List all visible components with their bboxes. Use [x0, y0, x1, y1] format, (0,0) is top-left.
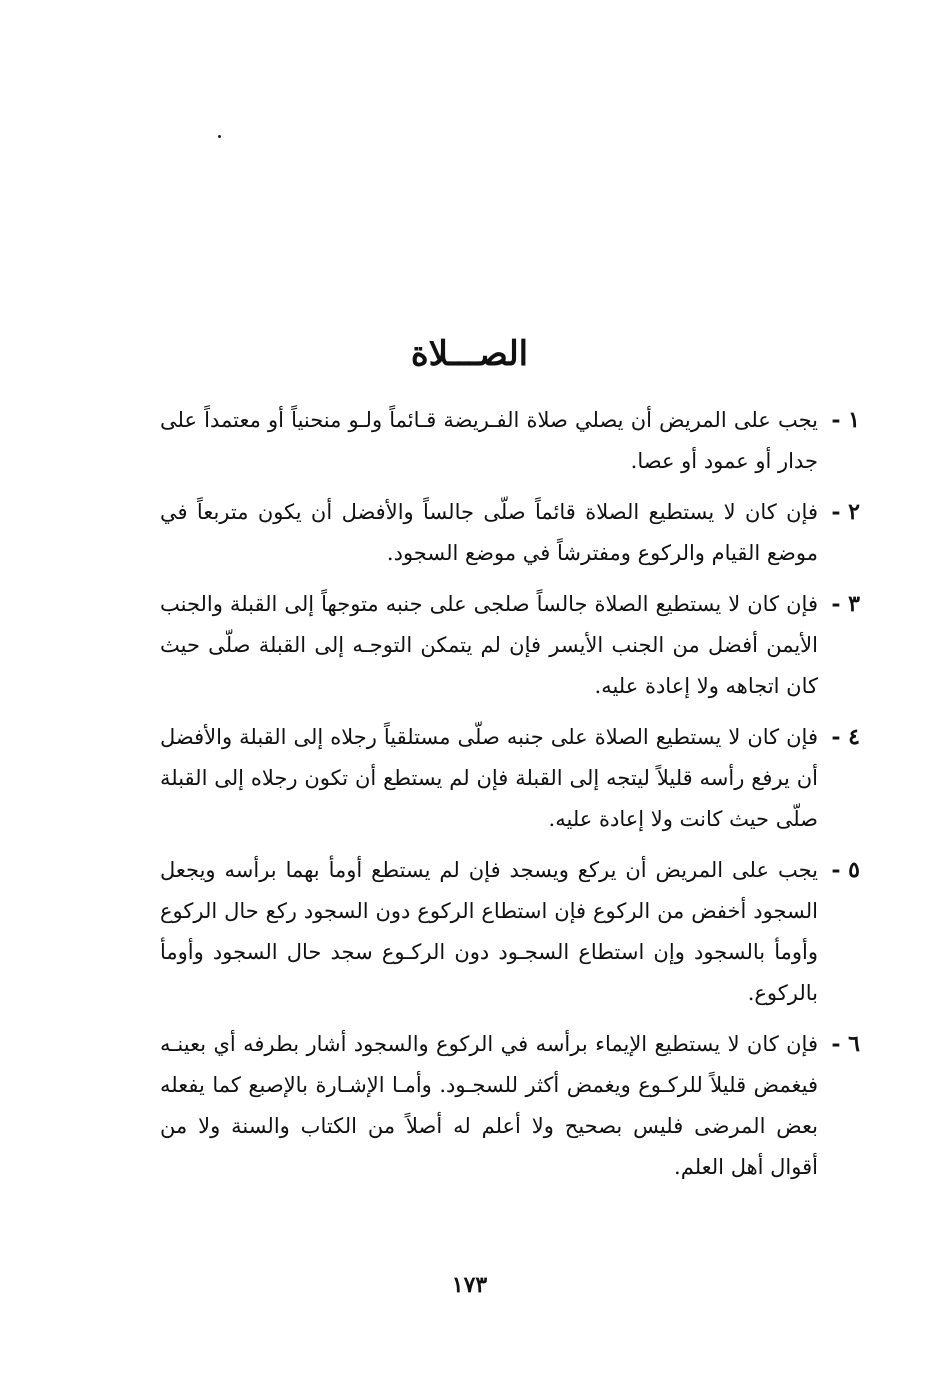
list-item [160, 584, 860, 707]
item-text: يجب على المريض أن يركع ويسجد فإن لم يستطع أومأ بهما برأسه ويجعل السجود أخفض من الركوع فإن استطاع الركوع دون السجود ركع حال الركوع وأومأ بالسجود وإن استطاع السجـود دون الركـوع سجد حال السجود وأومأ بالركوع. [160, 858, 818, 1005]
page-number: ١٧٣ [451, 1272, 488, 1298]
item-number: ٥ - [831, 857, 860, 883]
list-item [160, 1024, 860, 1188]
item-number: ١ - [831, 407, 860, 433]
list-item [160, 717, 860, 840]
item-number: ٢ - [831, 499, 860, 525]
list-item [160, 400, 860, 482]
scan-speck [218, 135, 221, 138]
item-text: يجب على المريض أن يصلي صلاة الفـريضة قـائماً ولـو منحنياً أو معتمداً على جدار أو عمود أو عصا. [160, 408, 818, 473]
list-item [160, 850, 860, 1014]
item-number: ٣ - [831, 591, 860, 617]
rulings-list [160, 400, 860, 1198]
item-text: فإن كان لا يستطيع الصلاة قائماً صلّى جالساً والأفضل أن يكون متربعاً في موضع القيام والركوع ومفترشاً في موضع السجود. [160, 500, 818, 565]
item-number: ٦ - [831, 1031, 860, 1057]
item-text: فإن كان لا يستطيع الإيماء برأسه في الركوع والسجود أشار بطرفه أي بعينـه فيغمض قليلاً للركـوع ويغمض أكثر للسجـود. وأمـا الإشـارة بالإصبع كما يفعله بعض المرضى فليس بصحيح ولا أعلم له أصلاً من الكتاب والسنة ولا من أقوال أهل العلم. [160, 1032, 818, 1179]
item-text: فإن كان لا يستطيع الصلاة جالساً صلجى على جنبه متوجهاً إلى القبلة والجنب الأيمن أفضل من الجنب الأيسر فإن لم يتمكن التوجـه إلى القبلة صلّى حيث كان اتجاهه ولا إعادة عليه. [160, 592, 818, 698]
page-title: الصـــلاة [410, 334, 529, 374]
list-item [160, 492, 860, 574]
item-text: فإن كان لا يستطيع الصلاة على جنبه صلّى مستلقياً رجلاه إلى القبلة والأفضل أن يرفع رأسه قليلاً ليتجه إلى القبلة فإن لم يستطع أن تكون رجلاه إلى القبلة صلّى حيث كانت ولا إعادة عليه. [160, 725, 818, 831]
item-number: ٤ - [831, 724, 860, 750]
